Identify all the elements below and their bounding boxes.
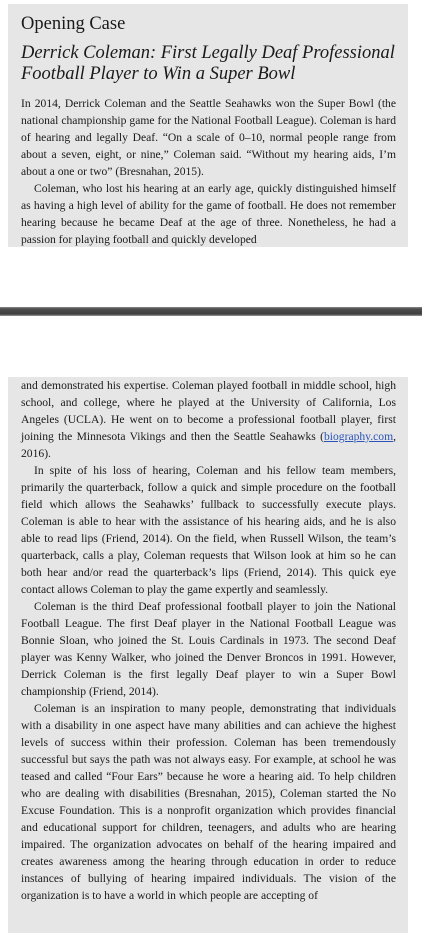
paragraph-inspiration: Coleman is an inspiration to many people, demonstrating that individuals with a disability in one aspect have many abilities and can achieve the highest levels of success within their profession. Coleman has been tremendously successful but says the path was not always easy. For example, at school he was teased and called “Four Ears” because he wore a hearing aid. To help children who are dealing with disabilities (Bresnahan, 2015), Coleman started the No Excuse Foundation. This is a nonprofit organization which provides financial and educational support for children, teenagers, and adults who are hearing impaired. The organization advocates on behalf of the hearing impaired and creates awareness among the hearing through education in order to reduce instances of bullying of hearing impaired individuals. The vision of the organization is to have a world in which people are accepting of <box>21 702 396 902</box>
section-label: Opening Case <box>21 14 126 34</box>
continuation-text-end: , 2016). <box>21 430 396 460</box>
case-title: Derrick Coleman: First Legally Deaf Professional Football Player to Win a Super Bowl <box>21 43 395 84</box>
page-divider <box>0 307 422 316</box>
paragraph-teamwork: In spite of his loss of hearing, Coleman and his fellow team members, primarily the quarterback, follow a quick and simple procedure on the football field which allows the Seahawks’ fullback to successfully execute plays. Coleman is able to hear with the assistance of his hearing aids, and he is also able to read lips (Friend, 2014). On the field, when Russell Wilson, the team’s quarterback, calls a play, Coleman requests that Wilson look at him so he can both hear and/or read the quarterback’s lips (Friend, 2014). This quick eye contact allows Coleman to play the game expertly and seamlessly. <box>21 464 396 596</box>
page-top <box>8 4 408 247</box>
paragraph-hearing-loss: Coleman, who lost his hearing at an early age, quickly distinguished himself as having a high level of ability for the game of football. He does not remember hearing because he became Deaf at the age of three. Nonetheless, he had a passion for playing football and quickly developed <box>21 182 396 246</box>
continuation-text: and demonstrated his expertise. Coleman played football in middle school, high school, and college, where he played at the University of California, Los Angeles (UCLA). He went on to become a professional football player, first joining the Minnesota Vikings and then the Seattle Seahawks ( <box>21 379 396 443</box>
paragraph-continuation <box>21 377 396 462</box>
paragraph-intro: In 2014, Derrick Coleman and the Seattle Seahawks won the Super Bowl (the national championship game for the National Football League). Coleman is hard of hearing and legally Deaf. “On a scale of 0–10, normal people range from about a seven, eight, or nine,” Coleman said. “Without my hearing aids, I’m about a one or two” (Bresnahan, 2015). <box>21 97 396 178</box>
paragraph-deaf-players: Coleman is the third Deaf professional football player to join the National Football League. The first Deaf player in the National Football League was Bonnie Sloan, who joined the St. Louis Cardinals in 1973. The second Deaf player was Kenny Walker, who joined the Denver Broncos in 1991. However, Derrick Coleman is the first legally Deaf player to win a Super Bowl championship (Friend, 2014). <box>21 600 396 698</box>
biography-link[interactable]: biography.com <box>323 430 394 443</box>
page-bottom <box>8 377 408 933</box>
